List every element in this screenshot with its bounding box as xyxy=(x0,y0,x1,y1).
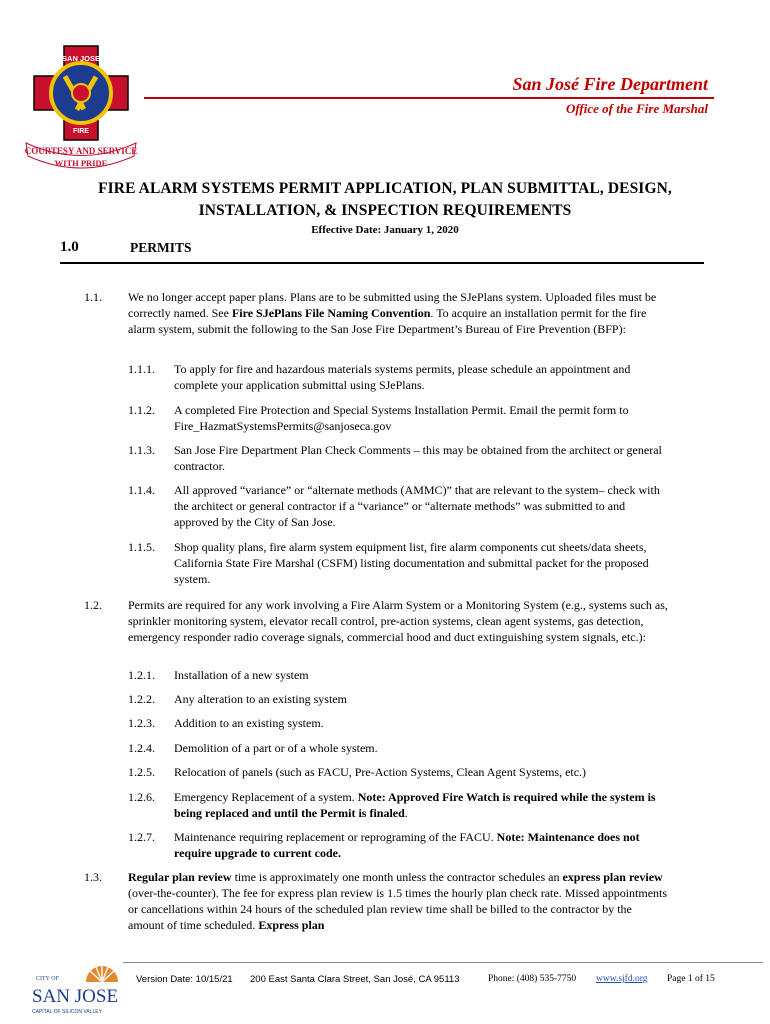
item-1-2-7-text-a: Maintenance requiring replacement or reprograming of the FACU. xyxy=(174,830,497,844)
city-logo-top-text: CITY OF xyxy=(36,976,59,982)
regular-plan-review-term: Regular plan review xyxy=(128,870,232,884)
item-text-1-1-2: A completed Fire Protection and Special Systems Installation Permit. Email the permit form to Fire_HazmatSystemsPermits@sanjoseca.gov xyxy=(174,403,629,433)
office-name: Office of the Fire Marshal xyxy=(565,101,708,116)
item-number-1-1-4: 1.1.4. xyxy=(128,483,155,497)
item-number-1-1-3: 1.1.3. xyxy=(128,443,155,457)
item-number-1-1: 1.1. xyxy=(84,290,102,304)
logo-bottom-text: FIRE xyxy=(73,128,89,135)
effective-date: Effective Date: January 1, 2020 xyxy=(311,224,459,236)
item-text-1-1-3: San Jose Fire Department Plan Check Comments – this may be obtained from the architect or general contractor. xyxy=(174,443,662,473)
footer-website-link[interactable]: www.sjfd.org xyxy=(596,974,648,984)
naming-convention-ref: Fire SJePlans File Naming Convention xyxy=(231,306,431,320)
item-1-3-text-b: (over-the-counter). The fee for express plan review is 1.5 times the hourly plan check rate. Missed appointments or cancellations within 24 hours of the scheduled plan review time shall be billed to the contractor by the amount of time scheduled. xyxy=(128,886,668,932)
item-number-1-1-5: 1.1.5. xyxy=(128,540,155,554)
item-1-2-6-text-a: Emergency Replacement of a system. xyxy=(174,790,358,804)
item-text-1-2-4: Demolition of a part or of a whole system. xyxy=(174,741,378,755)
footer-page-number: Page 1 of 15 xyxy=(667,974,715,984)
item-text-1-2-2: Any alteration to an existing system xyxy=(174,692,347,706)
logo-top-text: SAN JOSE xyxy=(62,54,100,63)
document-title-line-2: INSTALLATION, & INSPECTION REQUIREMENTS xyxy=(198,202,572,219)
item-number-1-2: 1.2. xyxy=(84,598,102,612)
section-number: 1.0 xyxy=(60,239,79,255)
item-text-1-2-3: Addition to an existing system. xyxy=(174,716,324,730)
item-1-2-6-text-b: . xyxy=(404,806,408,820)
item-number-1-2-3: 1.2.3. xyxy=(128,716,155,730)
item-number-1-3: 1.3. xyxy=(84,870,102,884)
item-text-1-2-5: Relocation of panels (such as FACU, Pre-Action Systems, Clean Agent Systems, etc.) xyxy=(174,765,587,779)
city-of-san-jose-logo xyxy=(28,960,124,1018)
item-1-1-text-b: . To acquire an installation permit for the fire alarm system, submit the following to the San Jose Fire Department’s Bureau of Fire Prevention (BFP): xyxy=(128,306,647,336)
item-text-1-1-4: All approved “variance” or “alternate methods (AMMC)” that are relevant to the system– check with the architect or general contractor if a “variance” or “alternate methods” was submitted to and approved by the City of San Jose. xyxy=(174,483,660,529)
item-number-1-2-7: 1.2.7. xyxy=(128,830,155,844)
item-number-1-1-2: 1.1.2. xyxy=(128,403,155,417)
footer-address: 200 East Santa Clara Street, San José, CA 95113 xyxy=(250,974,460,985)
document-title-line-1: FIRE ALARM SYSTEMS PERMIT APPLICATION, PLAN SUBMITTAL, DESIGN, xyxy=(98,180,672,197)
logo-ribbon-text: COURTESY AND SERVICE xyxy=(24,146,138,156)
section-title: PERMITS xyxy=(130,240,192,255)
item-1-3-text-a: time is approximately one month unless the contractor schedules an xyxy=(231,870,563,884)
item-text-1-2-7 xyxy=(174,829,668,861)
fire-department-logo xyxy=(22,40,140,175)
department-name: San José Fire Department xyxy=(512,74,708,94)
item-number-1-2-1: 1.2.1. xyxy=(128,668,155,682)
express-plan-term: Express plan xyxy=(258,918,325,932)
item-number-1-2-6: 1.2.6. xyxy=(128,790,155,804)
maintenance-note: Note: Maintenance does not require upgrade to current code. xyxy=(174,830,640,860)
section-divider xyxy=(60,262,704,264)
item-1-1-text-a: We no longer accept paper plans. Plans are to be submitted using the SJePlans system. Uploaded files must be correctly named. See xyxy=(128,290,657,320)
item-text-1-2-6 xyxy=(174,789,668,821)
footer-divider xyxy=(123,962,763,963)
item-text-1-3 xyxy=(128,869,668,933)
item-text-1-1-5: Shop quality plans, fire alarm system equipment list, fire alarm components cut sheets/data sheets, California State Fire Marshal (CSFM) listing documentation and submittal packet for the proposed system. xyxy=(174,540,649,586)
header-divider xyxy=(144,97,714,99)
item-number-1-2-4: 1.2.4. xyxy=(128,741,155,755)
footer-phone: Phone: (408) 535-7750 xyxy=(488,974,577,984)
logo-ribbon-sub-text: WITH PRIDE xyxy=(54,158,108,168)
express-plan-review-term: express plan review xyxy=(562,870,663,884)
item-text-1-1 xyxy=(128,289,668,337)
footer-version-date: Version Date: 10/15/21 xyxy=(136,974,233,985)
item-number-1-2-2: 1.2.2. xyxy=(128,692,155,706)
item-number-1-1-1: 1.1.1. xyxy=(128,362,155,376)
item-text-1-2-1: Installation of a new system xyxy=(174,668,309,682)
item-number-1-2-5: 1.2.5. xyxy=(128,765,155,779)
item-text-1-1-1: To apply for fire and hazardous materials systems permits, please schedule an appointment and complete your application submittal using SJePlans. xyxy=(174,362,631,392)
fire-watch-note: Note: Approved Fire Watch is required while the system is being replaced and until the Permit is finaled xyxy=(174,790,656,820)
item-text-1-2: Permits are required for any work involving a Fire Alarm System or a Monitoring System (e.g., systems such as, sprinkler monitoring system, elevator recall control, pre-action systems, clean agent systems, gas detection, emergency responder radio coverage signals, commercial hood and duct extinguishing system signals, etc.): xyxy=(128,598,668,644)
city-logo-tagline: CAPITAL OF SILICON VALLEY xyxy=(32,1009,102,1015)
city-logo-name: SAN JOSE xyxy=(32,986,119,1007)
